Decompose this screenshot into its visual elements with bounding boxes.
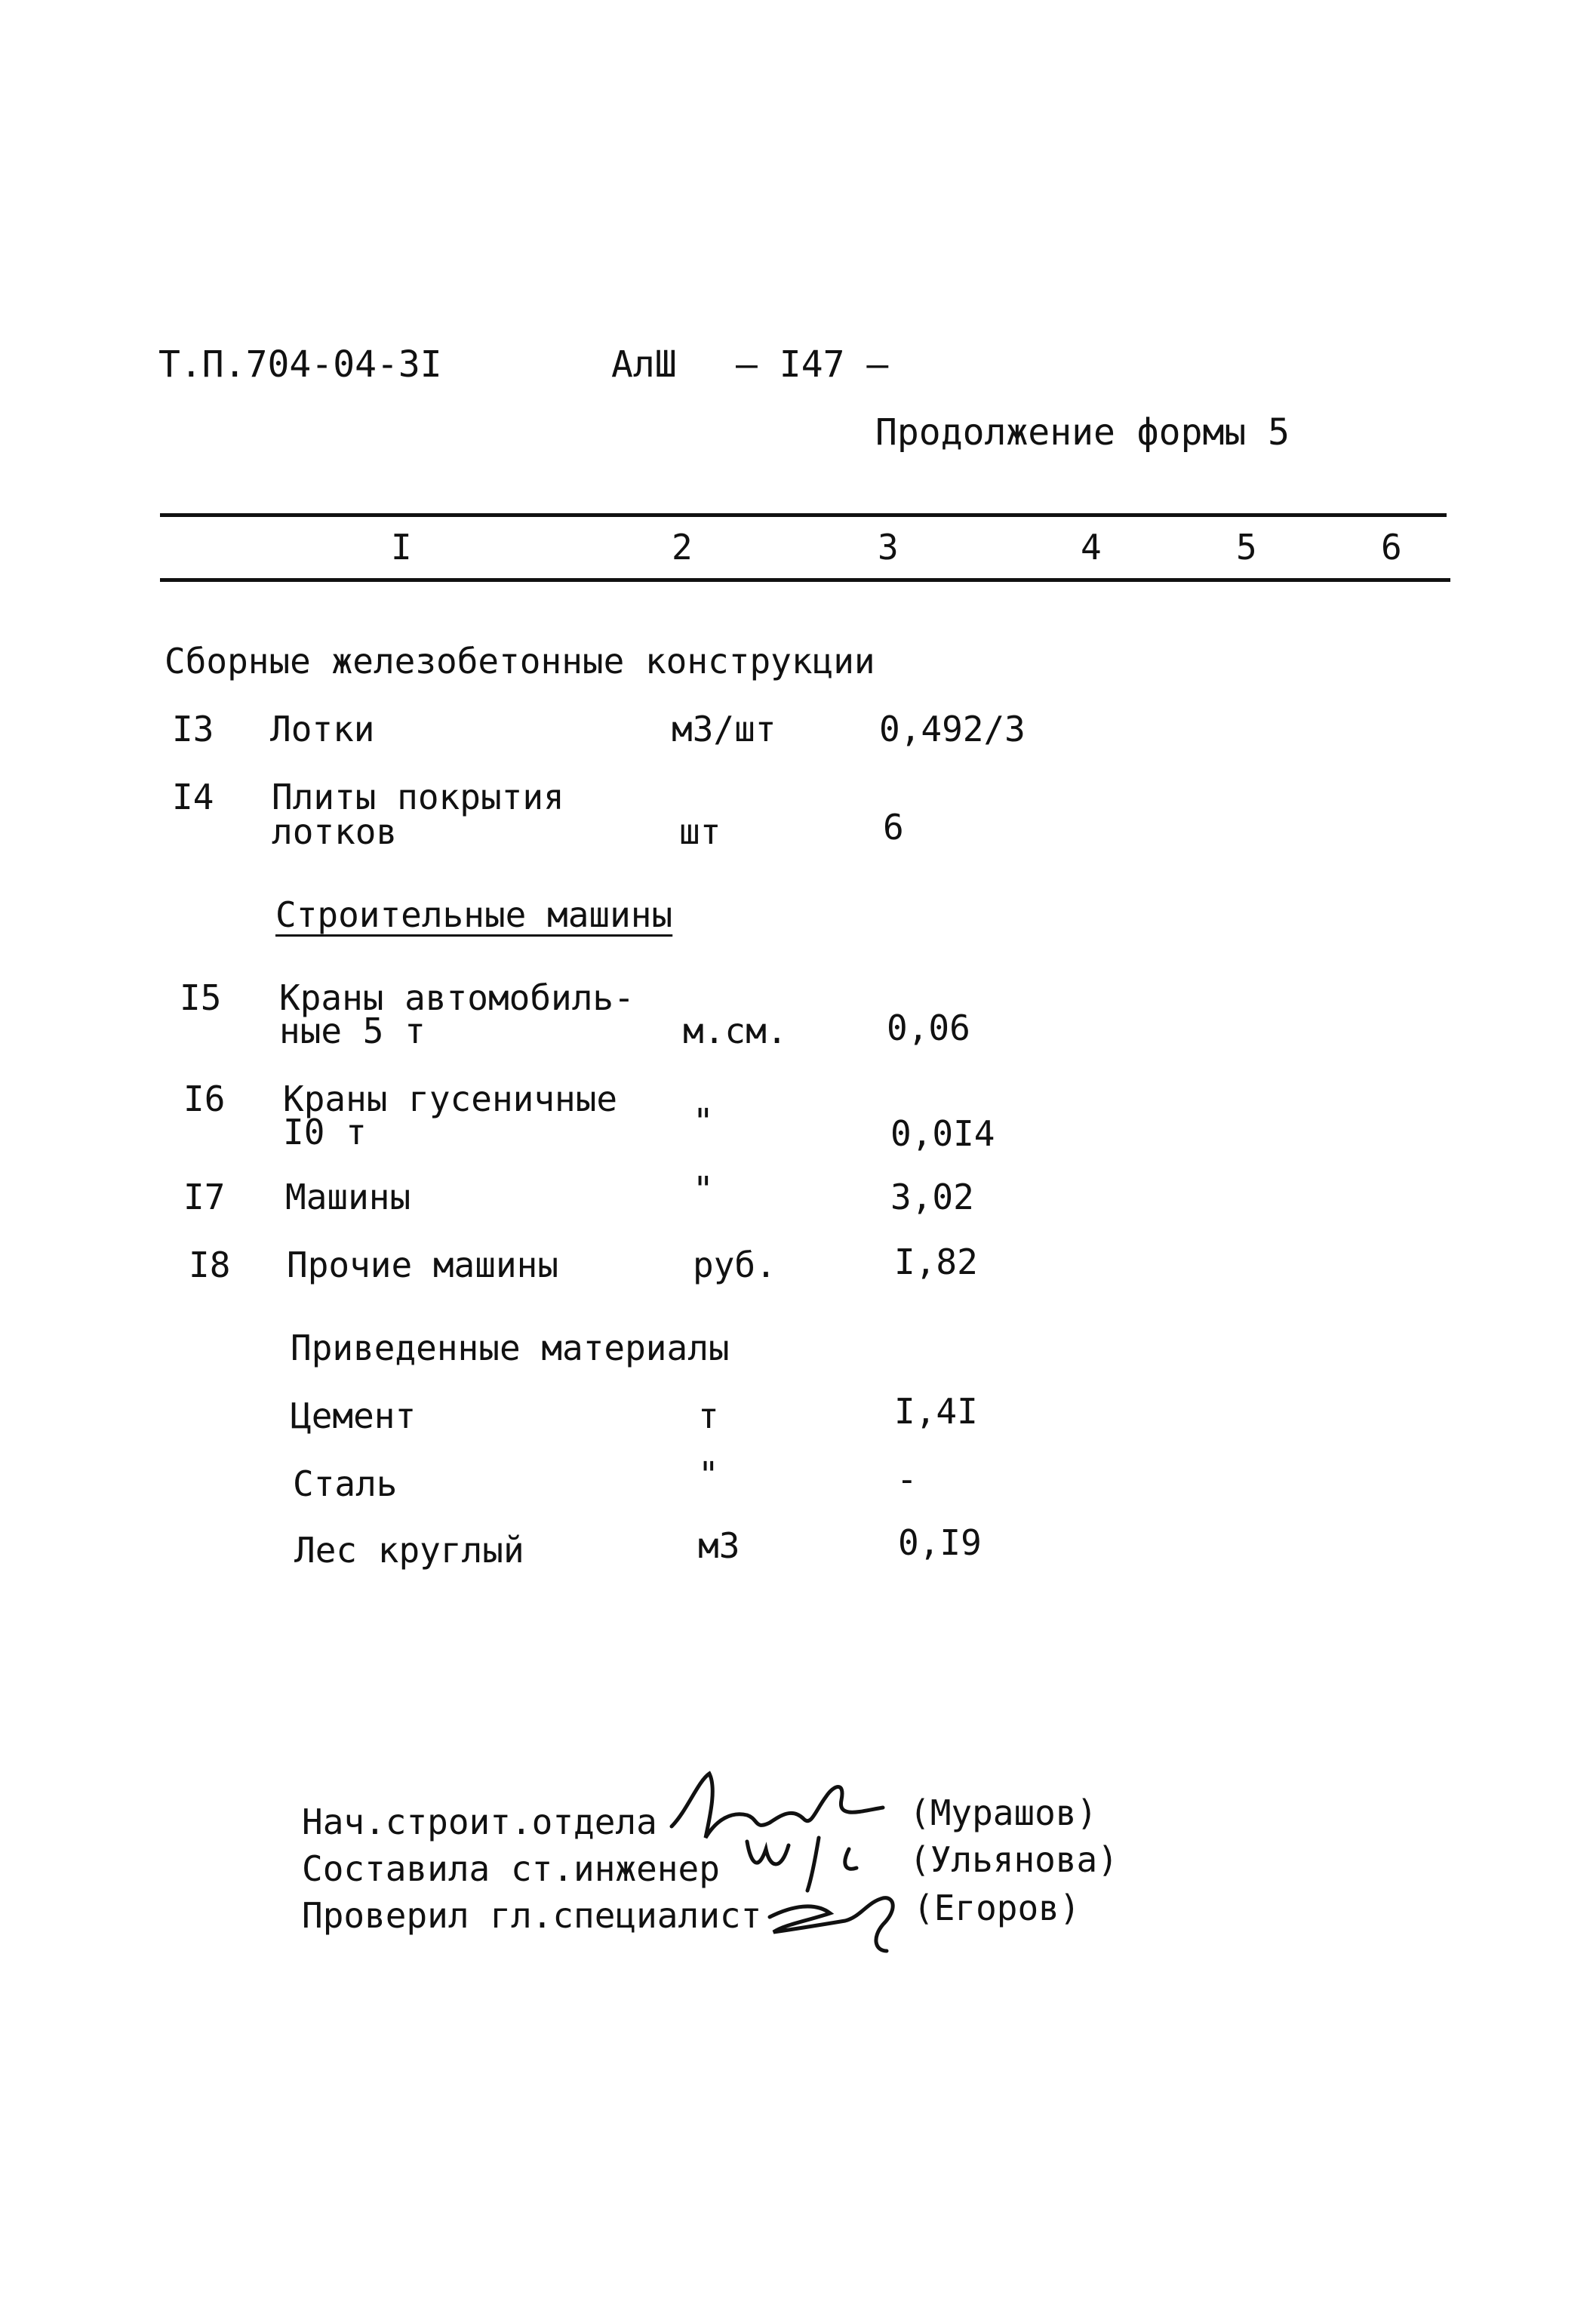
row-value: 3,02 [890, 1177, 974, 1217]
row-name-line-2: лотков [272, 811, 398, 852]
continuation-label: Продолжение формы 5 [875, 411, 1290, 454]
row-value: 0,0I4 [890, 1113, 995, 1154]
page-number: — I47 — [736, 343, 889, 386]
row-unit: шт [679, 811, 721, 852]
material-unit: " [698, 1454, 719, 1495]
material-value: - [896, 1459, 918, 1500]
section-machines-title: Строительные машины [275, 894, 673, 935]
column-header-3: 3 [878, 527, 899, 568]
row-unit: " [693, 1169, 714, 1210]
material-unit: м3 [698, 1525, 740, 1566]
signature-name: (Мурашов) [909, 1792, 1098, 1833]
row-unit: " [693, 1101, 714, 1142]
row-number: I3 [172, 709, 214, 749]
signature-role: Нач.строит.отдела [302, 1802, 657, 1842]
row-value: 0,06 [887, 1008, 970, 1048]
row-number: I4 [172, 777, 214, 817]
row-name-line-1: Краны гусеничные [283, 1078, 618, 1119]
row-number: I8 [189, 1245, 231, 1285]
column-header-2: 2 [672, 527, 693, 568]
column-header-4: 4 [1081, 527, 1102, 568]
row-name: Лотки [270, 709, 375, 749]
row-number: I6 [183, 1078, 226, 1119]
table-header-bottom-rule [160, 578, 1450, 582]
handwritten-signature-3 [762, 1879, 913, 1962]
row-value: I,82 [894, 1242, 978, 1282]
row-value: 6 [883, 807, 904, 848]
section-materials-title: Приведенные материалы [291, 1328, 730, 1368]
row-name-line-2: I0 т [283, 1112, 367, 1152]
material-name: Лес круглый [294, 1530, 524, 1571]
signature-role: Проверил гл.специалист [302, 1895, 762, 1936]
row-name-line-1: Плиты покрытия [272, 777, 564, 817]
row-value: 0,492/3 [879, 709, 1026, 749]
material-value: I,4I [894, 1391, 978, 1432]
signature-name: (Егоров) [913, 1888, 1081, 1928]
row-number: I5 [180, 977, 222, 1018]
album-label: АлШ [611, 343, 677, 386]
row-unit: м3/шт [672, 709, 776, 749]
material-name: Цемент [291, 1395, 417, 1436]
row-number: I7 [183, 1177, 226, 1217]
row-name-line-1: Краны автомобиль- [279, 977, 635, 1018]
material-unit: т [698, 1395, 719, 1436]
table-top-rule [160, 513, 1447, 517]
row-name: Прочие машины [287, 1245, 559, 1285]
column-header-5: 5 [1236, 527, 1257, 568]
doc-code: Т.П.704-04-3I [158, 343, 442, 386]
material-value: 0,I9 [898, 1522, 982, 1563]
signature-name: (Ульянова) [909, 1839, 1118, 1880]
column-header-6: 6 [1381, 527, 1402, 568]
row-name: Машины [285, 1177, 411, 1217]
row-unit: руб. [693, 1245, 776, 1285]
material-name: Сталь [293, 1463, 398, 1504]
section-precast-title: Сборные железобетонные конструкции [165, 641, 875, 682]
signature-role: Составила ст.инженер [302, 1848, 720, 1889]
row-name-line-2: ные 5 т [279, 1011, 426, 1051]
row-unit: м.см. [683, 1011, 788, 1051]
column-header-1: I [391, 527, 412, 568]
